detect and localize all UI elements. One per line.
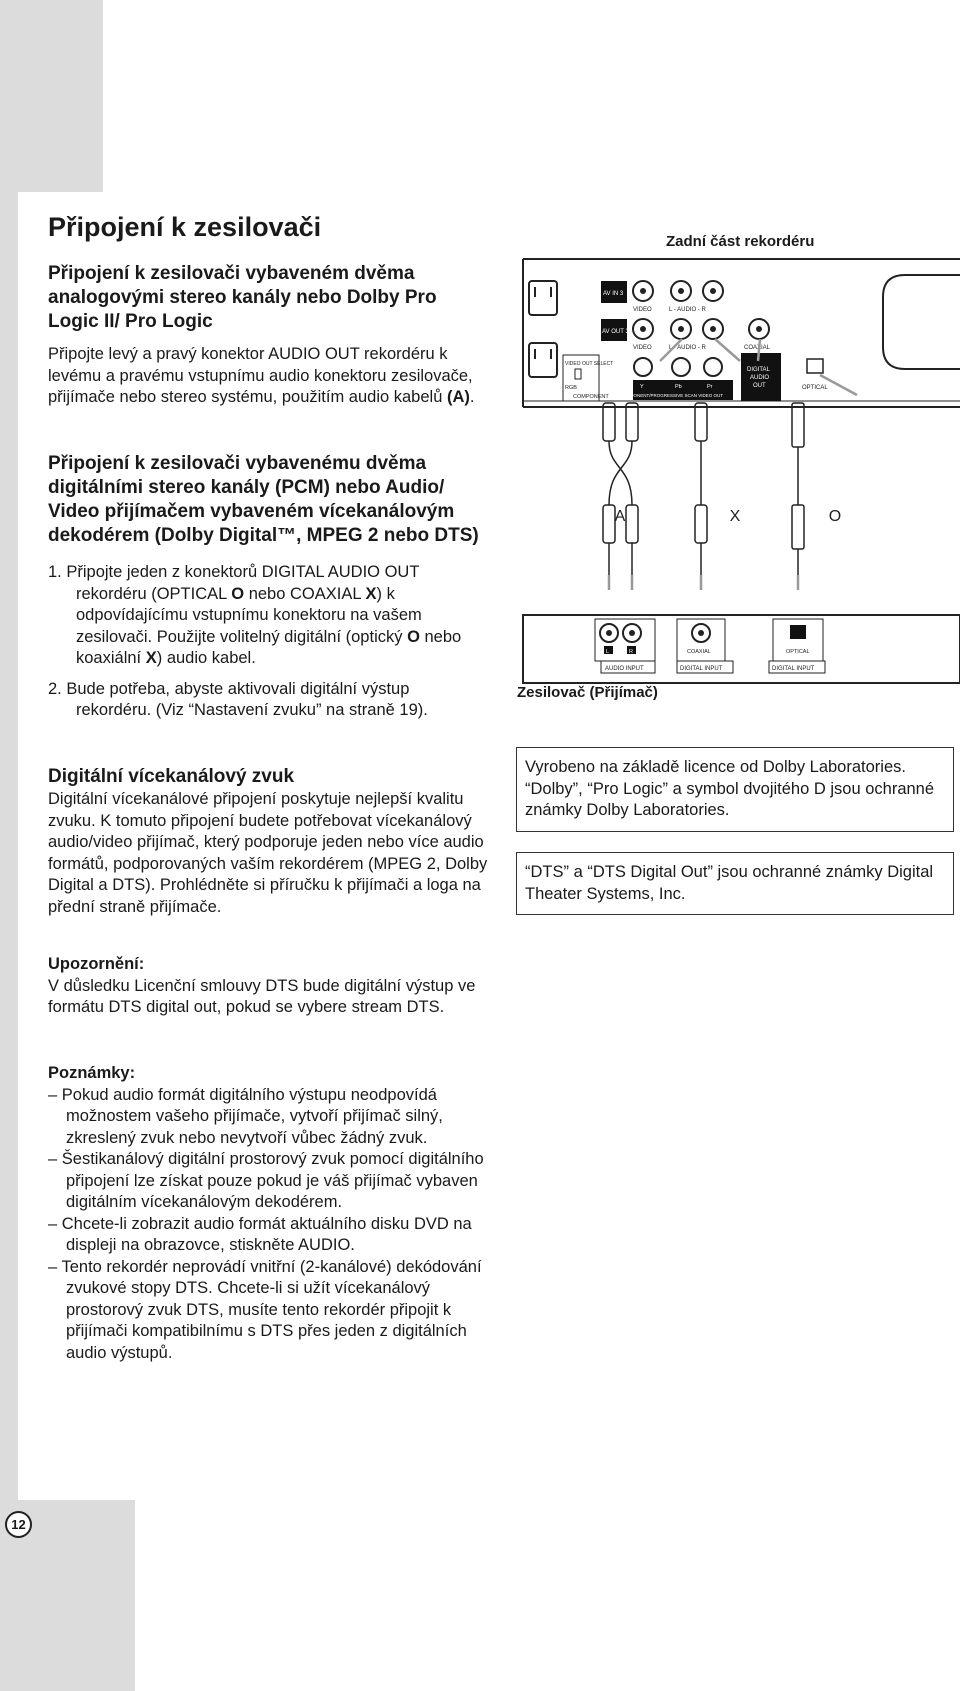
video-out-select-label: VIDEO OUT SELECT [565, 361, 614, 367]
digital-audio-out-3: OUT [753, 383, 766, 389]
section-analog-body: Připojte levý a pravý konektor AUDIO OUT rekordéru k levému a pravému vstupnímu audio konektoru zesilovače, přijímače nebo stereo systému, použitím audio kabelů (A). [48, 345, 475, 406]
optical-out-label: OPTICAL [802, 385, 828, 391]
recorder-panel [523, 259, 960, 414]
digital-input-coaxial-label: DIGITAL INPUT [680, 666, 723, 672]
margin-bar-top [0, 0, 103, 192]
coaxial-out-label: COAXIAL [744, 345, 771, 351]
rgb-label: RGB [565, 385, 577, 391]
recv-l-label: L [606, 649, 610, 655]
notes-heading: Poznámky: [48, 1064, 136, 1082]
recv-r-label: R [629, 649, 633, 655]
av-out3-video-label: VIDEO [633, 345, 652, 351]
digital-step-1: 1. Připojte jeden z konektorů DIGITAL AUDIO OUT rekordéru (OPTICAL O nebo COAXIAL X) k odpovídajícímu vstupnímu konektoru na vašem zesilovači. Použijte volitelný digitální (optický O nebo koaxiální X) audio kabel. [48, 563, 462, 667]
warning-body: V důsledku Licenční smlouvy DTS bude digitální výstup ve formátu DTS digital out, pokud se vybere stream DTS. [48, 976, 476, 1016]
connection-diagram [515, 255, 960, 685]
recv-coaxial-label: COAXIAL [687, 649, 711, 655]
component-label: COMPONENT [573, 394, 609, 400]
av-in3-video-label: VIDEO [633, 307, 652, 313]
av-out3-label: AV OUT 3 [602, 329, 629, 335]
dolby-trademark-box: Vyrobeno na základě licence od Dolby Laboratories. “Dolby”, “Pro Logic” a symbol dvojitého D jsou ochranné známky Dolby Laboratories. [516, 747, 954, 832]
dts-trademark-box: “DTS” a “DTS Digital Out” jsou ochranné známky Digital Theater Systems, Inc. [516, 852, 954, 915]
receiver-label: Zesilovač (Přijímač) [517, 684, 658, 701]
comp-y-label: Y [640, 384, 644, 390]
cable-a-label: A [614, 508, 626, 525]
warning-block [48, 954, 488, 1019]
av-out3-audio-label: L - AUDIO - R [669, 345, 706, 351]
av-in3-audio-label: L - AUDIO - R [669, 307, 706, 313]
audio-input-label: AUDIO INPUT [605, 666, 644, 672]
section-multichannel-heading: Digitální vícekanálový zvuk [48, 766, 295, 787]
digital-step-2: 2. Bude potřeba, abyste aktivovali digitální výstup rekordéru. (Viz “Nastavení zvuku” na straně 19). [48, 679, 428, 719]
note-item: – Chcete-li zobrazit audio formát aktuálního disku DVD na displeji na obrazovce, stiskněte AUDIO. [48, 1214, 472, 1254]
section-multichannel-body: Digitální vícekanálové připojení poskytuje nejlepší kvalitu zvuku. K tomuto připojení budete potřebovat vícekanálový audio/video přijímač, který podporuje jeden nebo více audio formátů, podporovaných vaším rekordérem (MPEG 2, Dolby Digital a DTS). Prohlédněte si příručku k přijímači a loga na přední straně přijímače. [48, 790, 488, 916]
section-multichannel [48, 765, 488, 918]
note-item: – Pokud audio formát digitálního výstupu neodpovídá možnostem vašeho přijímače, vytvoří přijímač silný, zkreslený zvuk nebo nevytvoří vůbec žádný zvuk. [48, 1085, 443, 1147]
recv-optical-label: OPTICAL [786, 649, 810, 655]
digital-audio-out-2: AUDIO [750, 375, 770, 381]
margin-bar-left [0, 192, 18, 1500]
note-item: – Šestikanálový digitální prostorový zvuk pomocí digitálního připojení lze získat pouze pokud je váš přijímač vybaven digitálním vícekanálovým dekodérem. [48, 1150, 484, 1211]
comp-pb-label: Pb [675, 384, 682, 390]
cable-x-label: X [729, 508, 741, 525]
section-digital [48, 452, 488, 722]
recorder-rear-label: Zadní část rekordéru [666, 233, 815, 250]
warning-heading: Upozornění: [48, 955, 145, 973]
comp-pr-label: Pr [707, 384, 713, 390]
digital-audio-out-1: DIGITAL [747, 367, 770, 373]
cable-o-label: O [828, 508, 842, 525]
page-title: Připojení k zesilovači [48, 212, 322, 242]
av-in3-label: AV IN 3 [603, 291, 624, 297]
notes-block [48, 1063, 488, 1364]
component-scan-label: COMPONENT/PROGRESSIVE SCAN VIDEO OUT [620, 393, 724, 398]
section-analog-heading: Připojení k zesilovači vybaveném dvěma analogovými stereo kanály nebo Dolby Pro Logic II/ Pro Logic [48, 263, 437, 332]
digital-input-optical-label: DIGITAL INPUT [772, 666, 815, 672]
page-number: 12 [5, 1511, 32, 1538]
section-digital-heading: Připojení k zesilovači vybavenému dvěma digitálními stereo kanály (PCM) nebo Audio/ Video přijímačem vybaveném vícekanálovým dekodérem (Dolby Digital™, MPEG 2 nebo DTS) [48, 453, 479, 546]
receiver-panel [523, 615, 960, 683]
section-analog [48, 262, 488, 409]
note-item: – Tento rekordér neprovádí vnitřní (2-kanálové) dekódování zvukové stopy DTS. Chcete-li si užít vícekanálový prostorový zvuk DTS, musíte tento rekordér připojit k přijímači kompatibilnímu s DTS přes jeden z digitálních audio výstupů. [48, 1257, 482, 1362]
